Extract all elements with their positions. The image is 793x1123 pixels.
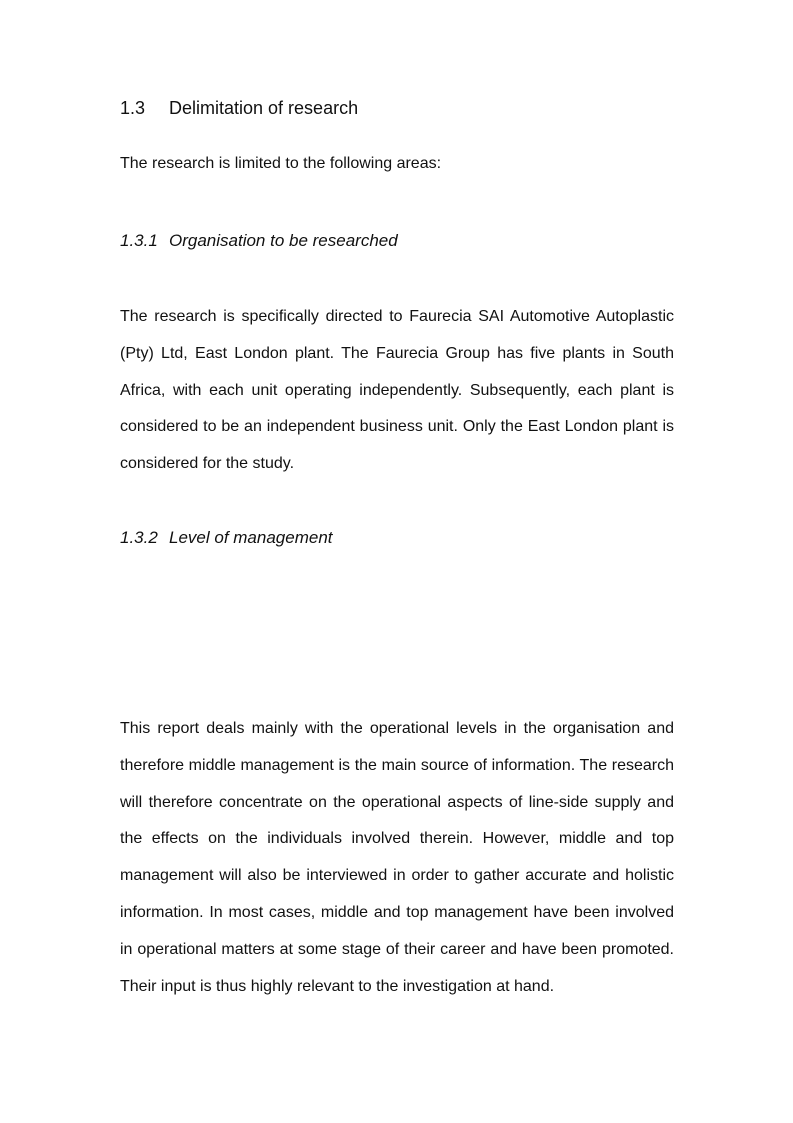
section-heading — [120, 96, 674, 120]
subsection-number: 1.3.1 — [120, 231, 158, 250]
subsection-title: Organisation to be researched — [169, 231, 398, 250]
subsection-heading-organisation — [120, 230, 398, 252]
paragraph-organisation: The research is specifically directed to Faurecia SAI Automotive Autoplastic (Pty) Ltd, East London plant. The Faurecia Group has five plants in South Africa, with each unit operating independently. Subsequently, each plant is considered to be an independent business unit. Only the East London plant is considered for the study. — [120, 308, 674, 473]
subsection-number: 1.3.2 — [120, 528, 158, 547]
section-title: Delimitation of research — [169, 98, 359, 118]
page-content — [120, 96, 674, 995]
subsection-title: Level of management — [169, 528, 333, 547]
section-intro: The research is limited to the following areas: — [120, 155, 442, 172]
paragraph-management: This report deals mainly with the operational levels in the organisation and therefore middle management is the main source of information. The research will therefore concentrate on the operational aspects of line-side supply and the effects on the individuals involved therein. However, middle and top management will also be interviewed in order to gather accurate and holistic information. In most cases, middle and top management have been involved in operational matters at some stage of their career and have been promoted. Their input is thus highly relevant to the investigation at hand. — [120, 720, 674, 995]
section-number: 1.3 — [120, 98, 146, 118]
subsection-heading-management — [120, 527, 333, 549]
